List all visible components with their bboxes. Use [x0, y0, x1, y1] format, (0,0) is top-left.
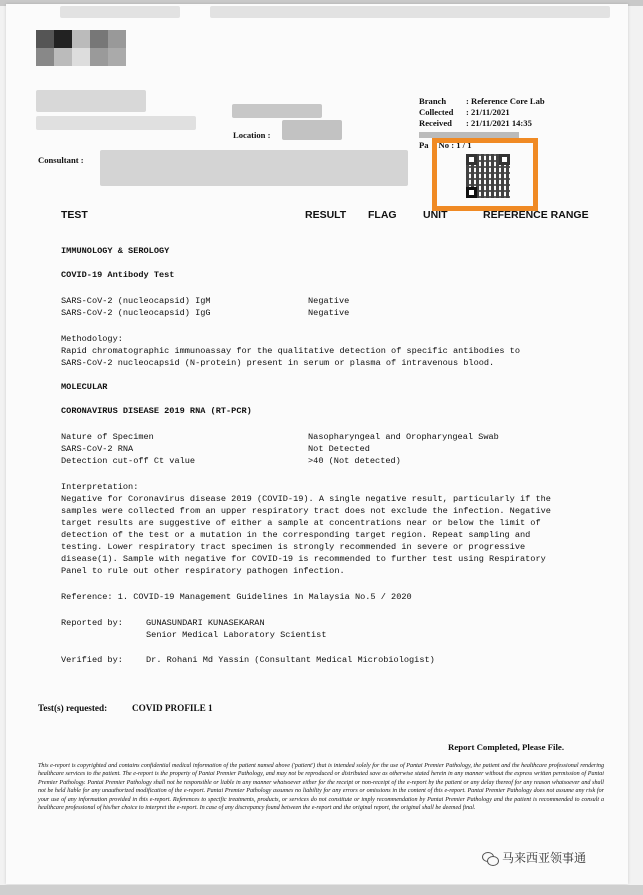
interpretation-line: samples were collected from an upper respiratory tract does not exclude the infection. Negative [61, 506, 551, 516]
watermark-text: 马来西亚领事通 [502, 851, 587, 865]
consultant-label: Consultant : [38, 155, 84, 165]
row-igm-result: Negative [308, 296, 350, 306]
panel-rtpcr: CORONAVIRUS DISEASE 2019 RNA (RT-PCR) [61, 406, 252, 416]
reported-by-name: GUNASUNDARI KUNASEKARAN [146, 618, 265, 628]
report-completed: Report Completed, Please File. [448, 742, 565, 752]
col-reference-range: REFERENCE RANGE [483, 209, 589, 221]
row-rna-test: SARS-CoV-2 RNA [61, 444, 134, 454]
methodology-label: Methodology: [61, 334, 123, 344]
panel-antibody: COVID-19 Antibody Test [61, 270, 175, 280]
col-test: TEST [61, 209, 88, 221]
collected-value: : 21/11/2021 [466, 107, 510, 117]
row-specimen-test: Nature of Specimen [61, 432, 154, 442]
col-unit: UNIT [423, 209, 448, 221]
row-specimen-result: Nasopharyngeal and Oropharyngeal Swab [308, 432, 499, 442]
row-ct-test: Detection cut-off Ct value [61, 456, 196, 466]
redacted-top-right [210, 6, 610, 18]
reference-line: Reference: 1. COVID-19 Management Guidelines in Malaysia No.5 / 2020 [61, 592, 412, 602]
redacted-patient-info-2 [36, 116, 196, 130]
tests-requested-value: COVID PROFILE 1 [132, 703, 213, 713]
section-molecular: MOLECULAR [61, 382, 108, 392]
branch-label: Branch [419, 96, 447, 106]
interpretation-line: Panel to rule out other respiratory pathogen infection. [61, 566, 345, 576]
col-flag: FLAG [368, 209, 397, 221]
highlight-box [432, 138, 538, 211]
wechat-icon [482, 851, 498, 865]
interpretation-line: target results are suggestive of either a sample at concentrations near or below the limit of [61, 518, 541, 528]
interpretation-line: testing. Lower respiratory tract specimen is strongly recommended in severe or progressive [61, 542, 526, 552]
verified-by-label: Verified by: [61, 655, 123, 665]
verified-by-name: Dr. Rohani Md Yassin (Consultant Medical Microbiologist) [146, 655, 435, 665]
row-ct-result: >40 (Not detected) [308, 456, 401, 466]
methodology-line: SARS-CoV-2 nucleocapsid (N-protein) present in serum or plasma of intravenous blood. [61, 358, 495, 368]
redacted-consultant [100, 150, 408, 186]
interpretation-line: disease(1). Sample with negative for COVID-19 is recommended to further test using Respiratory [61, 554, 546, 564]
tests-requested-label: Test(s) requested: [38, 703, 108, 713]
page-label: Pa [419, 140, 429, 150]
disclaimer: This e-report is copyrighted and contains confidential medical information of the patient named above ('patient') that is intended solely for the use of Pantai Premier Pathology, the patient and the healthcare professional rendering healthcare services to the patient. The e-report is the property of Pantai Premier Pathology, and may not be reproduced or distributed save as otherwise stated herein in any manner without the express written permission of Pantai Premier Pathology. Pantai Premier Pathology shall not be responsible or liable in any manner whatsoever either for the receipt or non-receipt of the e-report by the patient or any delay thereof for any reason whatsoever and shall not be held liable for any unauthorized modification of the e-report. Pantai Premier Pathology assumes no liability for any errors or omissions in the content of this e-report. Pantai Premier Pathology does not assume any risk for your use of any information provided in this e-report. References to specific treatments, products, or services do not constitute or imply recommendation by Pantai Premier Pathology and the patient is recommended to consult a healthcare professional of his/her choice to interpret the e-report. In case of any discrepancy found between the e-report and the original report, the original shall be deemed final. [38, 763, 604, 812]
location-label: Location : [233, 130, 271, 140]
redacted-patient-info [36, 90, 146, 112]
branch-value: : Reference Core Lab [466, 96, 545, 106]
watermark [482, 849, 586, 866]
redacted-location-1 [232, 104, 322, 118]
row-rna-result: Not Detected [308, 444, 370, 454]
bottom-edge [0, 885, 643, 895]
page-value: No : 1 / 1 [438, 140, 472, 150]
reported-by-label: Reported by: [61, 618, 123, 628]
row-igg-test: SARS-CoV-2 (nucleocapsid) IgG [61, 308, 211, 318]
methodology-line: Rapid chromatographic immunoassay for the qualitative detection of specific antibodies to [61, 346, 520, 356]
received-label: Received [419, 118, 452, 128]
section-immunology: IMMUNOLOGY & SEROLOGY [61, 246, 170, 256]
interpretation-line: detection of the test or a mutation in the corresponding target region. Repeat sampling and [61, 530, 531, 540]
interpretation-line: Negative for Coronavirus disease 2019 (COVID-19). A single negative result, particularly if the [61, 494, 551, 504]
reported-by-title: Senior Medical Laboratory Scientist [146, 630, 327, 640]
row-igm-test: SARS-CoV-2 (nucleocapsid) IgM [61, 296, 211, 306]
redacted-top-left [60, 6, 180, 18]
col-result: RESULT [305, 209, 347, 221]
pixelated-logo [36, 30, 146, 72]
interpretation-label: Interpretation: [61, 482, 139, 492]
collected-label: Collected [419, 107, 454, 117]
row-igg-result: Negative [308, 308, 350, 318]
received-value: : 21/11/2021 14:35 [466, 118, 532, 128]
redacted-location-2 [282, 120, 342, 140]
